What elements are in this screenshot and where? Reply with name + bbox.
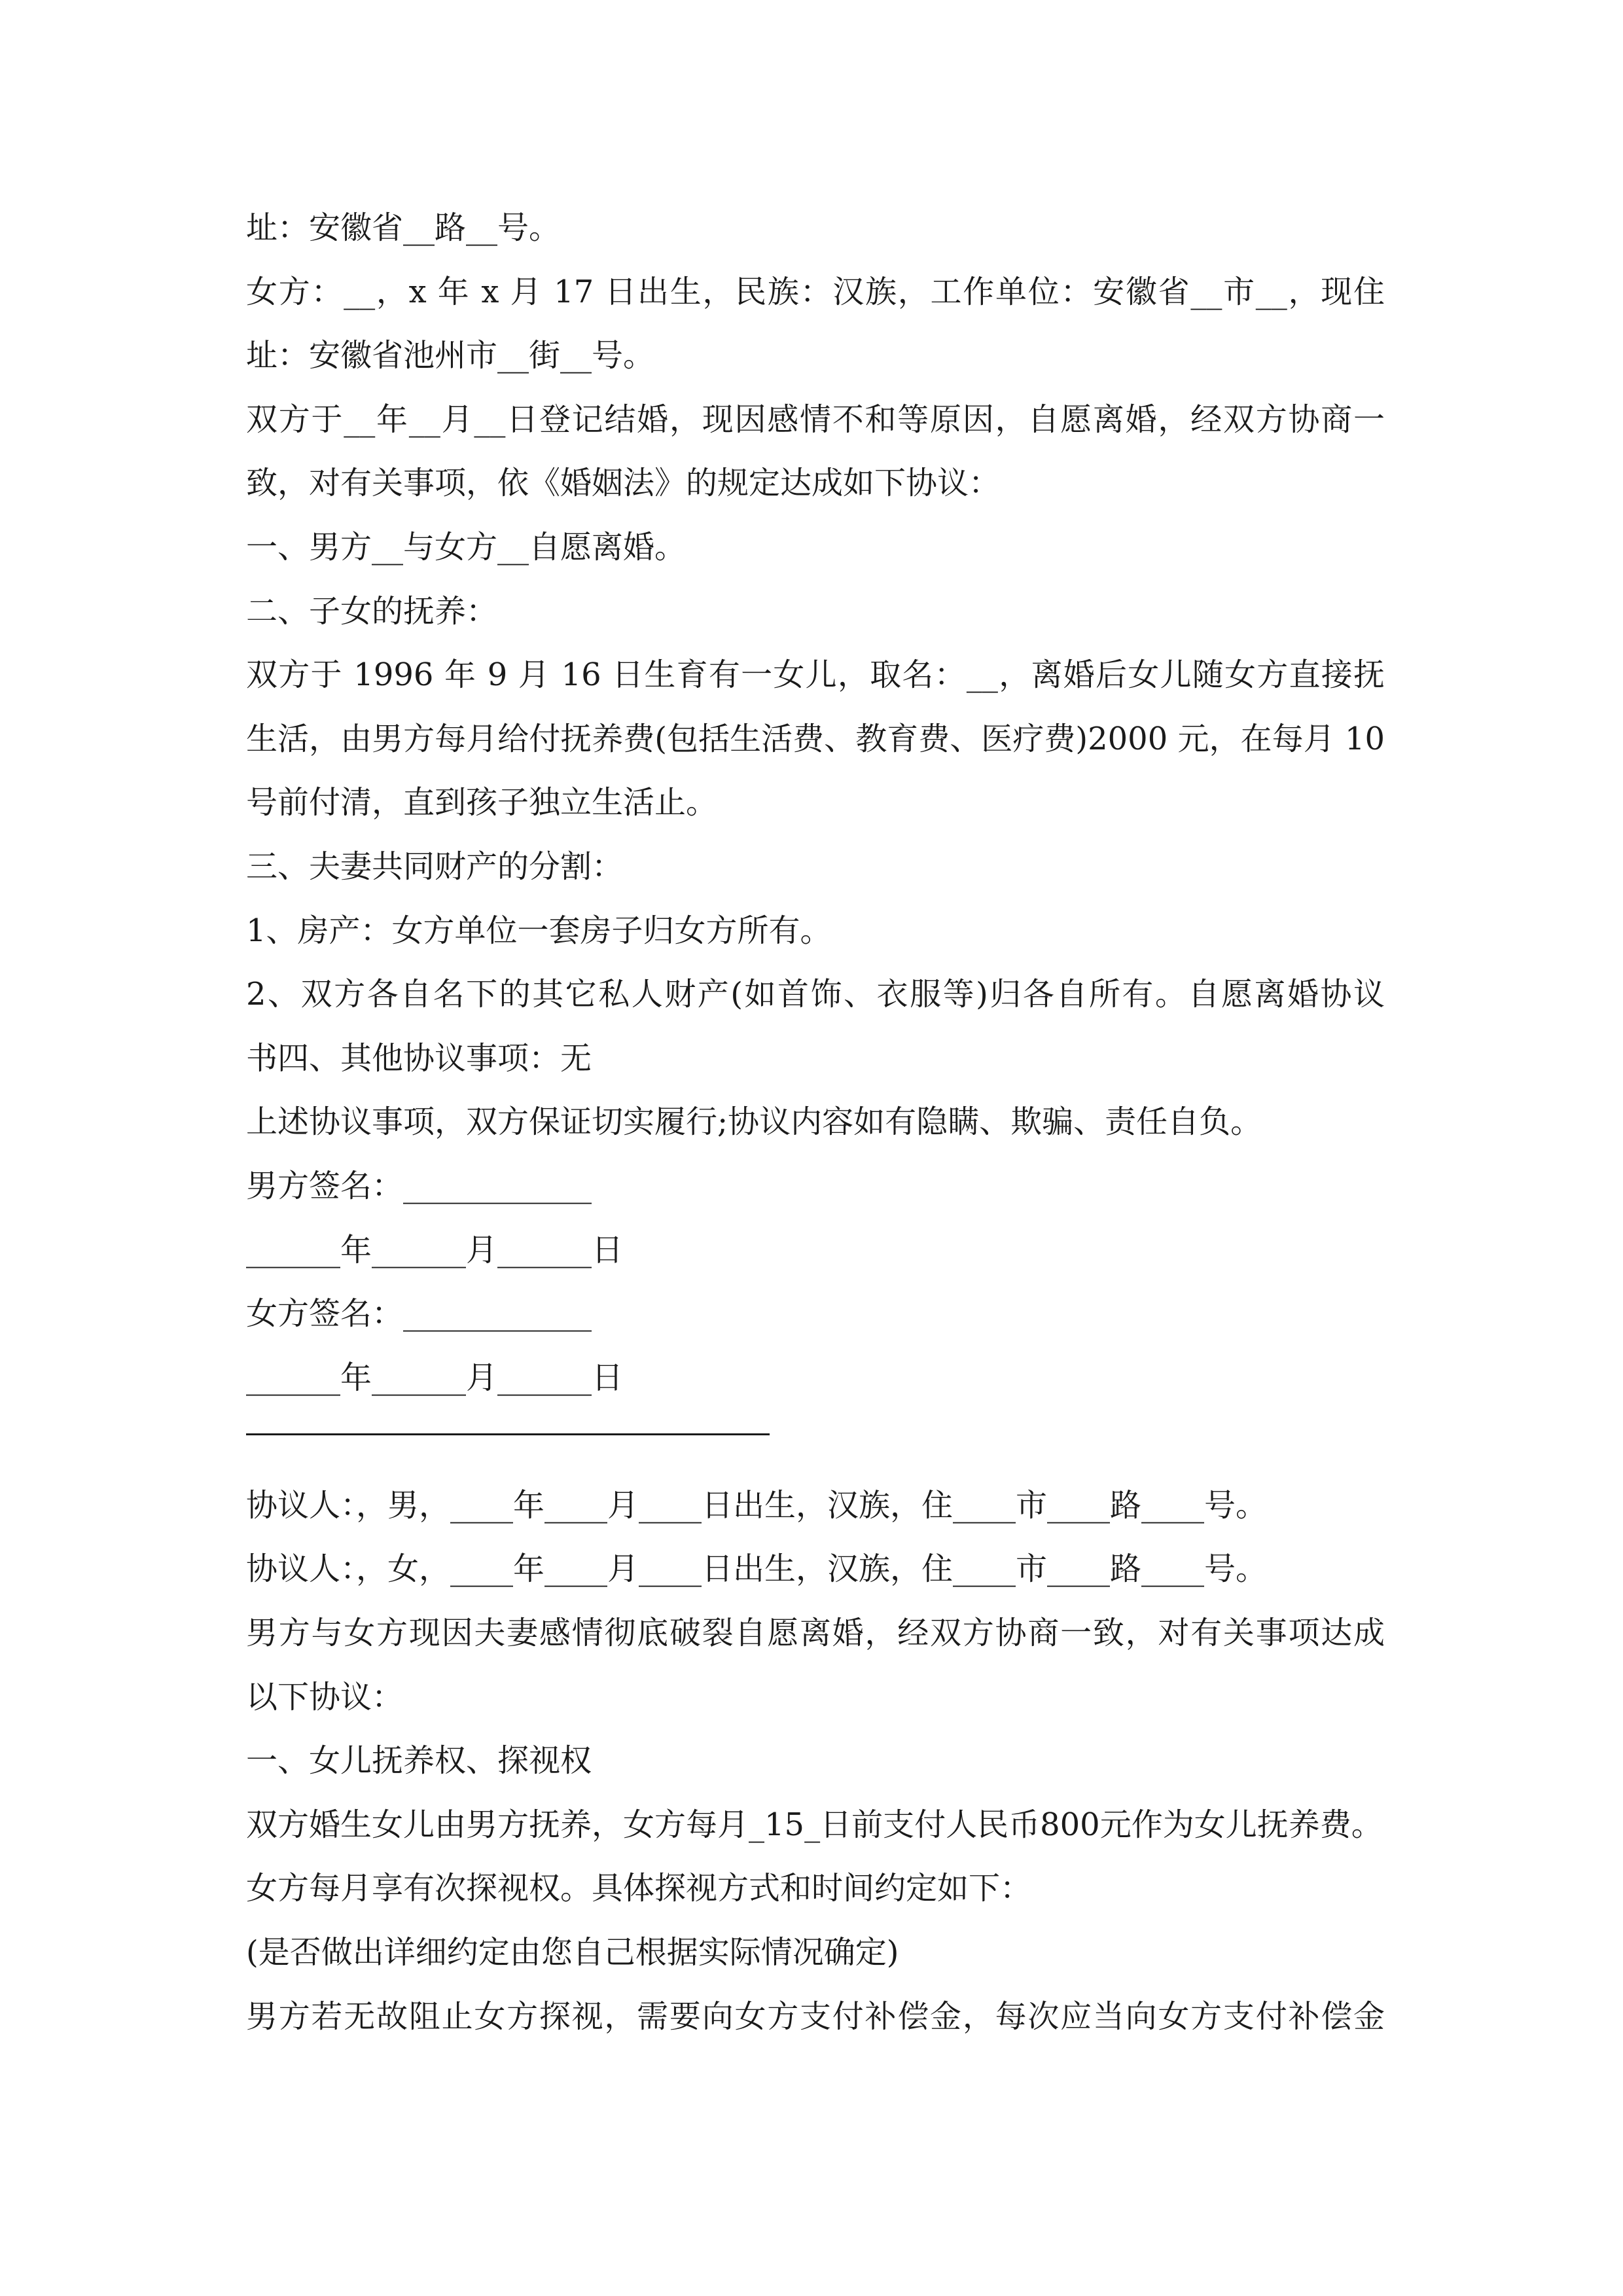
paragraph-line: 女方每月享有次探视权。具体探视方式和时间约定如下：	[246, 1870, 1032, 1907]
paragraph-line: 男方与女方现因夫妻感情彻底破裂自愿离婚，经双方协商一致，对有关事项达成	[246, 1615, 1385, 1652]
paragraph-line: (是否做出详细约定由您自己根据实际情况确定)	[246, 1934, 899, 1971]
paragraph-line: 书四、其他协议事项：无	[246, 1039, 592, 1077]
party-line: 协议人：，女，____年____月____日出生，汉族，住____市____路____号。	[246, 1551, 1268, 1588]
section-heading: 一、女儿抚养权、探视权	[246, 1742, 592, 1780]
paragraph-line: 上述协议事项，双方保证切实履行;协议内容如有隐瞒、欺骗、责任自负。	[246, 1103, 1262, 1141]
paragraph-line: 址：安徽省__路__号。	[246, 209, 561, 246]
female-signature-date: ______年______月______日	[246, 1359, 624, 1396]
paragraph-line: 2、双方各自名下的其它私人财产(如首饰、衣服等)归各自所有。自愿离婚协议	[246, 976, 1385, 1013]
section-separator	[246, 1410, 1385, 1474]
male-signature-date: ______年______月______日	[246, 1231, 624, 1268]
section-heading: 二、子女的抚养：	[246, 592, 498, 630]
paragraph-line: 以下协议：	[246, 1678, 404, 1715]
female-signature-line: 女方签名：____________	[246, 1295, 592, 1333]
male-signature-line: 男方签名：____________	[246, 1167, 592, 1204]
paragraph-line: 女方：__，x 年 x 月 17 日出生，民族：汉族，工作单位：安徽省__市__，现住	[246, 273, 1385, 310]
paragraph-line: 双方于__年__月__日登记结婚，现因感情不和等原因，自愿离婚，经双方协商一	[246, 401, 1385, 438]
party-line: 协议人：，男，____年____月____日出生，汉族，住____市____路____号。	[246, 1486, 1268, 1524]
document-body	[246, 196, 1385, 2049]
paragraph-line: 双方于 1996 年 9 月 16 日生育有一女儿，取名：__，离婚后女儿随女方直接抚	[246, 656, 1385, 694]
paragraph-line: 男方若无故阻止女方探视，需要向女方支付补偿金，每次应当向女方支付补偿金	[246, 1998, 1385, 2035]
paragraph-line: 双方婚生女儿由男方抚养，女方每月_15_日前支付人民币800元作为女儿抚养费。	[246, 1806, 1383, 1843]
paragraph-line: 址：安徽省池州市__街__号。	[246, 337, 655, 374]
paragraph-line: 生活，由男方每月给付抚养费(包括生活费、教育费、医疗费)2000 元，在每月 10	[246, 720, 1385, 757]
paragraph-line: 1、房产：女方单位一套房子归女方所有。	[246, 912, 832, 949]
paragraph-line: 致，对有关事项，依《婚姻法》的规定达成如下协议：	[246, 465, 1001, 502]
paragraph-line: 一、男方__与女方__自愿离婚。	[246, 528, 687, 565]
section-heading: 三、夫妻共同财产的分割：	[246, 848, 624, 885]
paragraph-line: 号前付清，直到孩子独立生活止。	[246, 784, 718, 821]
separator-rule	[246, 1433, 770, 1435]
